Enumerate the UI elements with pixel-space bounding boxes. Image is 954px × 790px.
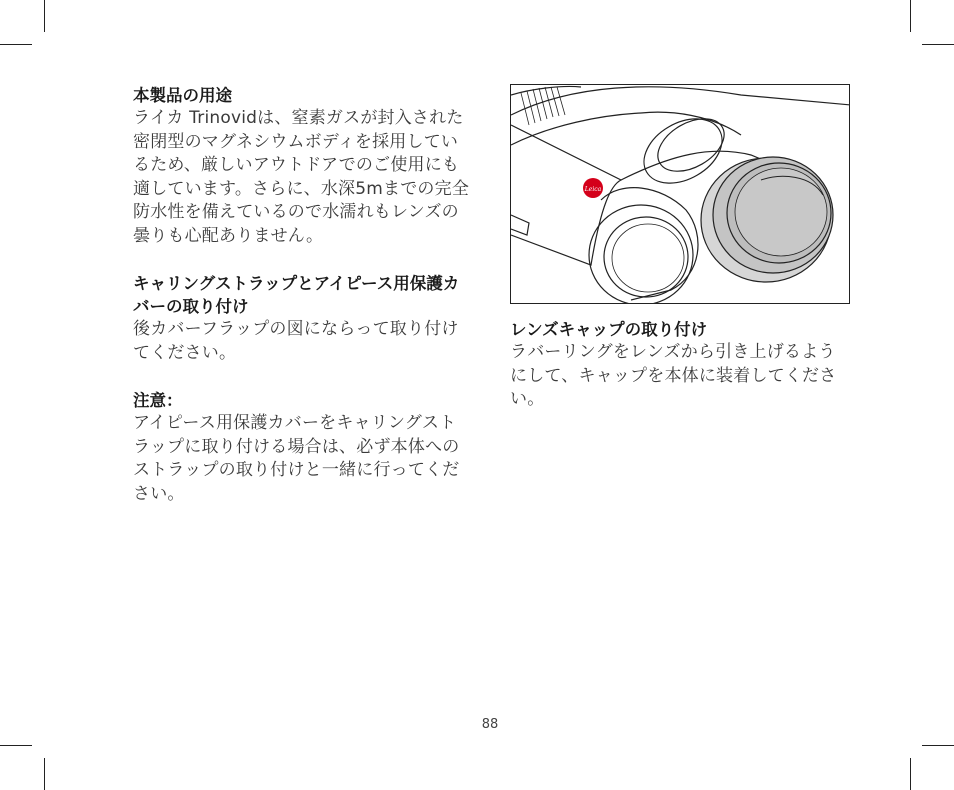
crop-mark: [44, 758, 45, 790]
section-heading: 注意：: [133, 391, 183, 410]
crop-mark: [0, 44, 32, 45]
crop-mark: [910, 758, 911, 790]
section-heading: レンズキャップの取り付け: [510, 320, 708, 339]
page-number: 88: [481, 717, 499, 732]
crop-mark: [910, 0, 911, 32]
section-caution: [133, 389, 469, 506]
section-body: ラバーリングをレンズから引き上げるようにして、キャップを本体に装着してください。: [510, 342, 837, 409]
crop-mark: [44, 0, 45, 32]
section-body: アイピース用保護カバーをキャリングストラップに取り付ける場合は、必ず本体へのストラップの取り付けと一緒に行ってください。: [133, 413, 460, 504]
crop-mark: [922, 44, 954, 45]
section-strap-attachment: [133, 272, 469, 365]
section-body: ライカ Trinovidは、窒素ガスが封入された密閉型のマグネシウムボディを採用しているため、厳しいアウトドアでのご使用にも適しています。さらに、水深5mまでの完全防水性を備えているので水濡れもレンズの曇りも心配ありません。: [133, 108, 470, 246]
section-lens-cap: [510, 318, 852, 412]
crop-mark: [0, 745, 32, 746]
section-body: 後カバーフラップの図にならって取り付けてください。: [133, 319, 459, 363]
binocular-lens-cap-illustration: [510, 84, 850, 304]
section-heading: 本製品の用途: [133, 86, 232, 105]
left-column: [133, 84, 469, 530]
logo-text: Leica: [584, 186, 602, 193]
section-intended-use: [133, 84, 469, 248]
section-heading: キャリングストラップとアイピース用保護カバーの取り付け: [133, 274, 460, 316]
crop-mark: [922, 745, 954, 746]
right-column: [510, 84, 852, 436]
binocular-illustration: [511, 85, 850, 304]
